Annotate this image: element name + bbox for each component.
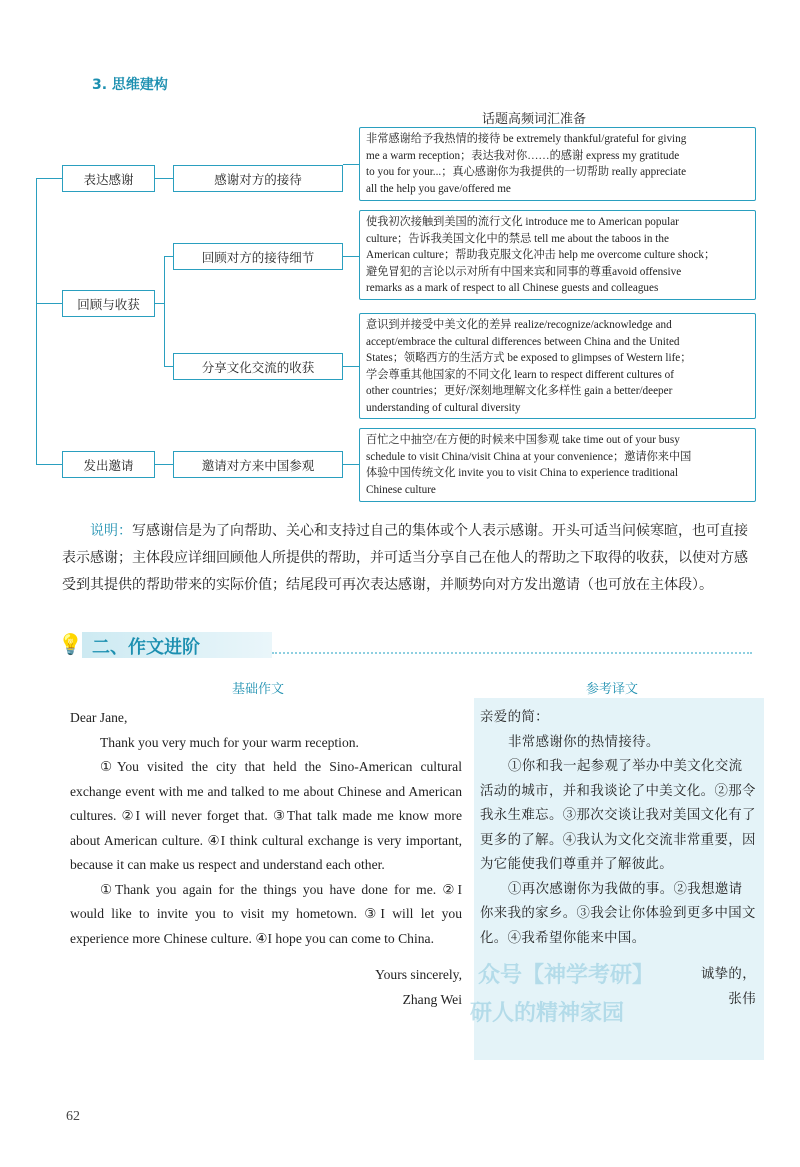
- vocab-line: 体验中国传统文化 invite you to visit China to experience traditional: [366, 467, 678, 479]
- connector: [343, 366, 359, 367]
- translation-paragraph: ①再次感谢你为我做的事。②我想邀请你来我的家乡。③我会让你体验到更多中国文化。④我希望你能来中国。: [480, 881, 756, 946]
- vocab-line: 学会尊重其他国家的不同文化 learn to respect different cultures of: [366, 368, 675, 381]
- vocab-title: 话题高频词汇准备: [482, 112, 587, 127]
- connector: [36, 464, 62, 465]
- vocab-line: understanding of cultural diversity: [366, 401, 521, 414]
- mindmap-node-invite: 发出邀请: [62, 451, 155, 478]
- note-text: 写感谢信是为了向帮助、关心和支持过自己的集体或个人表示感谢。开头可适当问候寒暄，也可直接表示感谢；主体段应详细回顾他人所提供的帮助，并可适当分享自己在他人的帮助之下取得的收获，以使对方感受到其提供的帮助带来的实际价值；结尾段可再次表达感谢，并顺势向对方发出邀请（也可放在主体段）。: [62, 523, 748, 593]
- vocab-line: accept/embrace the cultural differences between China and the United: [366, 335, 680, 348]
- vocab-line: 百忙之中抽空/在方便的时候来中国参观 take time out of your busy: [366, 434, 680, 446]
- watermark-line-1: 众号【神学考研】: [478, 963, 655, 988]
- connector: [155, 464, 173, 465]
- mindmap-subnode-review-details: 回顾对方的接待细节: [173, 243, 343, 270]
- vocab-box-thanks: [359, 127, 756, 201]
- mindmap-node-review: 回顾与收获: [62, 290, 155, 317]
- vocab-box-gains: [359, 313, 756, 419]
- vocab-line: States；领略西方的生活方式 be exposed to glimpses of Western life；: [366, 352, 692, 364]
- connector: [343, 464, 359, 465]
- connector: [164, 366, 173, 367]
- explanation-note: [62, 518, 752, 599]
- connector: [343, 256, 359, 257]
- essay-paragraph: Thank you very much for your warm reception.: [100, 734, 359, 750]
- vocab-line: all the help you gave/offered me: [366, 182, 511, 195]
- essay-body: [70, 706, 462, 1012]
- vocab-line: schedule to visit China/visit China at your convenience；邀请你来中国: [366, 450, 692, 463]
- vocab-line: me a warm reception；表达我对你……的感谢 express my gratitude: [366, 149, 680, 162]
- mindmap-subnode-thank-reception: 感谢对方的接待: [173, 165, 343, 192]
- translation-signature: 张伟: [728, 991, 756, 1007]
- essay-greeting: Dear Jane,: [70, 710, 128, 725]
- mindmap-subnode-share-gains: 分享文化交流的收获: [173, 353, 343, 380]
- vocab-line: to you for your...；真心感谢你为我提供的一切帮助 really appreciate: [366, 166, 687, 178]
- banner-rule: [272, 652, 752, 654]
- connector: [155, 303, 165, 304]
- connector: [343, 164, 359, 165]
- connector: [164, 256, 173, 257]
- translation-heading: 参考译文: [586, 682, 639, 697]
- vocab-line: American culture；帮助我克服文化冲击 help me overcome culture shock；: [366, 249, 716, 261]
- vocab-line: 意识到并接受中美文化的差异 realize/recognize/acknowledge and: [366, 319, 672, 331]
- translation-paragraph: 非常感谢你的热情接待。: [508, 734, 660, 750]
- vocab-line: culture；告诉我美国文化中的禁忌 tell me about the taboos in the: [366, 232, 669, 245]
- translation-closing: 诚挚的，: [700, 967, 756, 982]
- banner-title: 二、作文进阶: [92, 637, 200, 658]
- essay-signature: Zhang Wei: [402, 991, 462, 1007]
- section-title: 3. 思维建构: [92, 77, 168, 93]
- note-label: 说明：: [90, 523, 132, 539]
- section-banner: [58, 630, 758, 660]
- vocab-line: other countries；更好/深刻地理解文化多样性 gain a better/deeper: [366, 385, 673, 397]
- essay-closing: Yours sincerely,: [375, 967, 462, 982]
- essay-paragraph: ①Thank you again for the things you have done for me. ②I would like to invite you to visit my hometown. ③I will let you experience more Chinese culture. ④I hope you can come to China.: [70, 881, 462, 946]
- translation-greeting: 亲爱的简：: [480, 710, 549, 725]
- translation-body: [480, 706, 756, 1012]
- mindmap-subnode-invite-china: 邀请对方来中国参观: [173, 451, 343, 478]
- mindmap-node-thanks: 表达感谢: [62, 165, 155, 192]
- vocab-line: 使我初次接触到美国的流行文化 introduce me to American popular: [366, 216, 679, 228]
- vocab-box-details: [359, 210, 756, 300]
- vocab-line: 非常感谢给予我热情的接待 be extremely thankful/grateful for giving: [366, 133, 687, 145]
- essay-heading: 基础作文: [232, 682, 285, 697]
- page-number: 62: [66, 1109, 80, 1124]
- connector: [164, 256, 165, 366]
- translation-paragraph: ①你和我一起参观了举办中美文化交流活动的城市，并和我谈论了中美文化。②那令我永生难忘。③那次交谈让我对美国文化有了更多的了解。④我认为文化交流非常重要，因为它能使我们尊重并了解彼此。: [480, 759, 756, 872]
- vocab-box-invite: [359, 428, 756, 502]
- essay-paragraph: ①You visited the city that held the Sino-American cultural exchange event with me and talked to me about Chinese and American cultures. ②I will never forget that. ③That talk made me know more about American culture. ④I think cultural exchange is very important, because it can make us respect and understand each other.: [70, 759, 462, 872]
- connector: [155, 178, 173, 179]
- connector: [36, 178, 62, 179]
- vocab-line: remarks as a mark of respect to all Chinese guests and colleagues: [366, 282, 659, 294]
- connector: [36, 178, 37, 464]
- lightbulb-icon: 💡: [58, 632, 83, 656]
- vocab-line: Chinese culture: [366, 483, 436, 496]
- vocab-line: 避免冒犯的言论以示对所有中国来宾和同事的尊重avoid offensive: [366, 265, 682, 278]
- watermark-line-2: 研人的精神家园: [470, 1001, 625, 1026]
- connector: [36, 303, 62, 304]
